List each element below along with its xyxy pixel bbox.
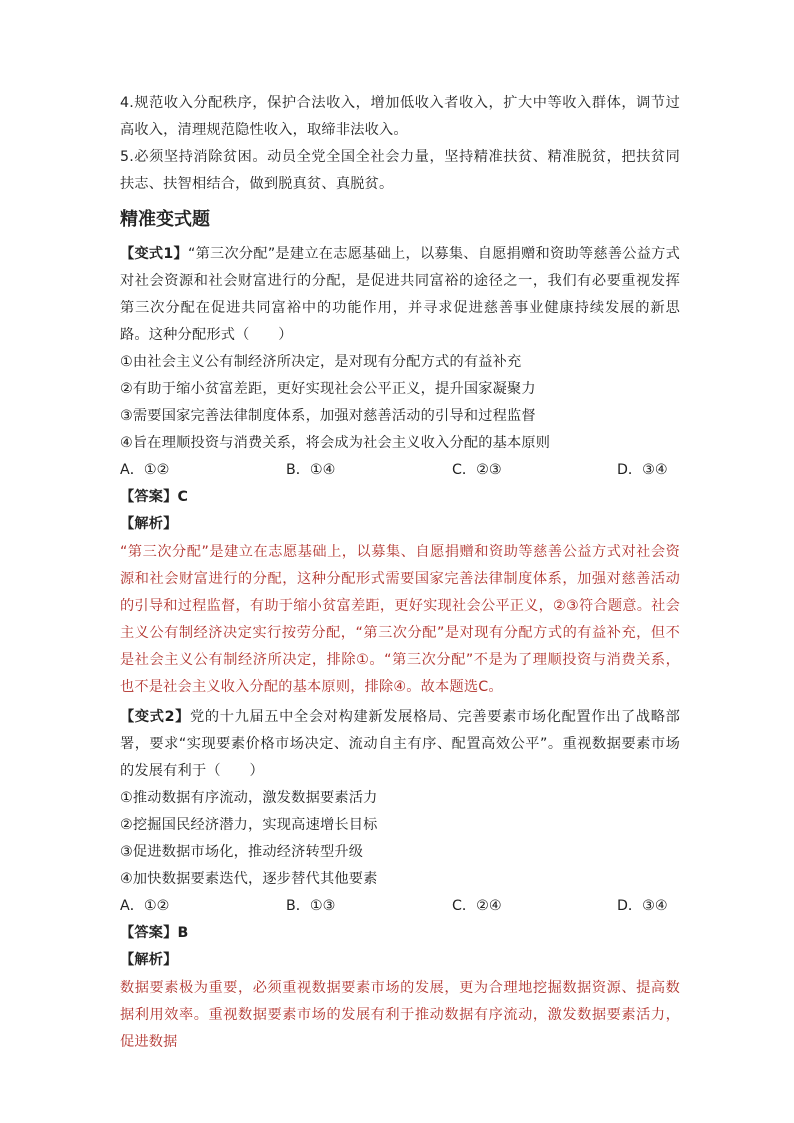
q2-stem-block	[120, 704, 680, 785]
intro-point-5: 5.必须坚持消除贫困。动员全党全国全社会力量，坚持精准扶贫、精准脱贫，把扶贫同扶志、扶智相结合，做到脱真贫、真脱贫。	[120, 149, 680, 192]
q2-stem: 党的十九届五中全会对构建新发展格局、完善要素市场化配置作出了战略部署，要求“实现要素价格市场决定、流动自主有序、配置高效公平”。重视数据要素市场的发展有利于（ ）	[120, 709, 680, 779]
q2-option-c: C．②④	[452, 898, 502, 914]
q2-tag: 【变式2】	[120, 709, 190, 725]
q1-answer: 【答案】C	[120, 489, 189, 505]
q1-options	[120, 457, 680, 484]
q1-analysis: “第三次分配”是建立在志愿基础上，以募集、自愿捐赠和资助等慈善公益方式对社会资源和社会财富进行的分配，这种分配形式需要国家完善法律制度体系，加强对慈善活动的引导和过程监督，有助于缩小贫富差距，更好实现社会公平正义，②③符合题意。社会主义公有制经济决定实行按劳分配，“第三次分配”是对现有分配方式的有益补充，但不是社会主义公有制经济所决定，排除①。“第三次分配”不是为了理顺投资与消费关系，也不是社会主义收入分配的基本原则，排除④。故本题选C。	[120, 544, 680, 695]
q1-analysis-label: 【解析】	[120, 516, 178, 532]
q2-item-4: ④加快数据要素迭代，逐步替代其他要素	[120, 871, 378, 887]
q2-analysis-label: 【解析】	[120, 952, 178, 968]
q2-options	[120, 893, 680, 920]
q1-option-d: D．③④	[617, 462, 668, 478]
q1-item-2: ②有助于缩小贫富差距，更好实现社会公平正义，提升国家凝聚力	[120, 381, 536, 397]
section-title: 精准变式题	[120, 209, 210, 230]
q1-item-4: ④旨在理顺投资与消费关系，将会成为社会主义收入分配的基本原则	[120, 435, 551, 451]
q2-option-a: A．①②	[120, 898, 170, 914]
q1-option-b: B．①④	[286, 462, 336, 478]
q2-item-2: ②挖掘国民经济潜力，实现高速增长目标	[120, 817, 378, 833]
q1-tag: 【变式1】	[120, 246, 188, 262]
q2-analysis: 数据要素极为重要，必须重视数据要素市场的发展，更为合理地挖掘数据资源、提高数据利用效率。重视数据要素市场的发展有利于推动数据有序流动，激发数据要素活力，促进数据	[120, 980, 680, 1050]
q1-item-1: ①由社会主义公有制经济所决定，是对现有分配方式的有益补充	[120, 354, 522, 370]
q1-item-3: ③需要国家完善法律制度体系，加强对慈善活动的引导和过程监督	[120, 408, 536, 424]
q2-answer: 【答案】B	[120, 925, 189, 941]
q2-option-d: D．③④	[617, 898, 668, 914]
q1-option-c: C．②③	[452, 462, 502, 478]
q2-option-b: B．①③	[286, 898, 336, 914]
q1-option-a: A．①②	[120, 462, 170, 478]
q2-item-3: ③促进数据市场化，推动经济转型升级	[120, 844, 364, 860]
q2-item-1: ①推动数据有序流动，激发数据要素活力	[120, 790, 378, 806]
intro-point-4: 4.规范收入分配秩序，保护合法收入，增加低收入者收入，扩大中等收入群体，调节过高收入，清理规范隐性收入，取缔非法收入。	[120, 95, 680, 138]
q1-stem-block	[120, 241, 680, 349]
q1-stem: “第三次分配”是建立在志愿基础上，以募集、自愿捐赠和资助等慈善公益方式对社会资源和社会财富进行的分配，是促进共同富裕的途径之一，我们有必要重视发挥第三次分配在促进共同富裕中的功能作用，并寻求促进慈善事业健康持续发展的新思路。这种分配形式（ ）	[120, 246, 681, 343]
